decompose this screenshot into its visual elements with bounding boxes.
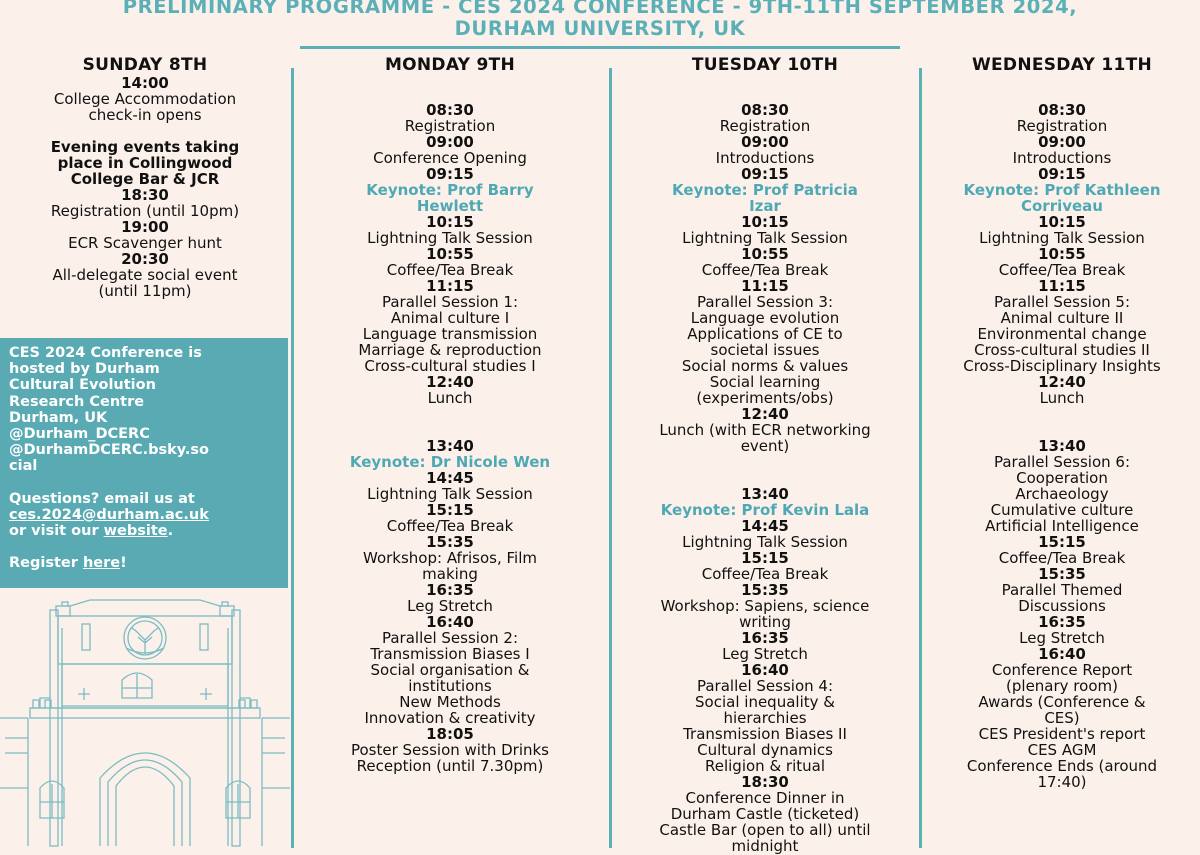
session-time: 20:30 [121, 250, 169, 268]
session-time: 12:40 [1038, 373, 1086, 391]
session-time: 09:15 [741, 165, 789, 183]
column-divider-2 [609, 68, 612, 848]
note-line: Evening events taking [50, 138, 240, 156]
event-line: Social inequality & [695, 693, 835, 711]
keynote-line: Keynote: Prof Kathleen [963, 181, 1161, 199]
event-line: Artificial Intelligence [985, 517, 1139, 535]
event-line: writing [739, 613, 791, 631]
day-heading-sunday: SUNDAY 8TH [82, 55, 208, 75]
event-line: Cross-Disciplinary Insights [963, 357, 1161, 375]
keynote-line: Hewlett [416, 197, 484, 215]
event-line: Registration [404, 117, 496, 135]
info-box [0, 338, 288, 588]
event-line: CES President's report [978, 725, 1146, 743]
event-line: Lunch [427, 389, 473, 407]
website-link[interactable]: website [103, 523, 168, 540]
event-line: Lightning Talk Session [682, 533, 848, 551]
event-line: Coffee/Tea Break [701, 261, 829, 279]
session-time: 16:40 [741, 661, 789, 679]
event-line: Parallel Session 5: [993, 293, 1131, 311]
wednesday-schedule [924, 86, 1200, 790]
session-time: 16:40 [426, 613, 474, 631]
register-link[interactable]: here [82, 555, 121, 572]
event-line: Language transmission [362, 325, 538, 343]
day-heading-wednesday: WEDNESDAY 11TH [971, 55, 1153, 75]
keynote-line: Keynote: Dr Nicole Wen [349, 453, 551, 471]
event-line: Coffee/Tea Break [386, 261, 514, 279]
session-time: 18:30 [741, 773, 789, 791]
tuesday-schedule [620, 86, 910, 854]
session-time: 16:40 [1038, 645, 1086, 663]
event-line: CES AGM [1027, 741, 1097, 759]
keynote-line: Keynote: Prof Kevin Lala [660, 501, 870, 519]
spacer [620, 454, 910, 486]
session-time: 19:00 [121, 218, 169, 236]
monday-column [305, 55, 595, 774]
keynote-line: Izar [749, 197, 781, 215]
event-line: Lunch (with ECR networking [659, 421, 871, 439]
website-suffix: . [167, 523, 174, 540]
session-time: 15:15 [426, 501, 474, 519]
event-line: Language evolution [690, 309, 840, 327]
event-line: Conference Opening [373, 149, 527, 167]
event-line: Applications of CE to [687, 325, 843, 343]
event-line: Cross-cultural studies I [364, 357, 536, 375]
sunday-column [0, 55, 290, 299]
day-heading-tuesday: TUESDAY 10TH [691, 55, 839, 75]
session-time: 15:35 [741, 581, 789, 599]
event-line: Lunch [1039, 389, 1085, 407]
session-time: 10:15 [426, 213, 474, 231]
event-line: Cultural dynamics [697, 741, 833, 759]
day-heading-monday: MONDAY 9TH [384, 55, 516, 75]
event-line: Cooperation [1016, 469, 1108, 487]
spacer [305, 86, 595, 102]
event-line: hierarchies [723, 709, 807, 727]
event-line: Conference Dinner in [685, 789, 845, 807]
session-time: 14:45 [426, 469, 474, 487]
session-time: 14:00 [121, 74, 169, 92]
session-time: 15:15 [741, 549, 789, 567]
session-time: 15:35 [426, 533, 474, 551]
event-line: Leg Stretch [722, 645, 808, 663]
event-line: Transmission Biases II [683, 725, 847, 743]
session-time: 09:00 [1038, 133, 1086, 151]
session-time: 08:30 [741, 101, 789, 119]
info-line: CES 2024 Conference is [9, 345, 202, 361]
event-line: (plenary room) [1006, 677, 1118, 695]
session-time: 08:30 [426, 101, 474, 119]
session-time: 18:30 [121, 186, 169, 204]
session-time: 10:55 [1038, 245, 1086, 263]
event-line: Parallel Session 6: [993, 453, 1131, 471]
spacer [924, 86, 1200, 102]
event-line: Registration (until 10pm) [50, 202, 240, 220]
event-line: Environmental change [977, 325, 1147, 343]
event-line: Social norms & values [681, 357, 849, 375]
event-line: Archaeology [1015, 485, 1109, 503]
durham-building-illustration [0, 588, 290, 848]
sunday-schedule [0, 75, 290, 299]
event-line: Lightning Talk Session [367, 229, 533, 247]
column-divider-3 [919, 68, 922, 848]
session-time: 09:15 [1038, 165, 1086, 183]
register-suffix: ! [120, 555, 127, 572]
keynote-line: Keynote: Prof Patricia [672, 181, 858, 199]
event-line: Workshop: Sapiens, science [660, 597, 870, 615]
event-line: Transmission Biases I [370, 645, 530, 663]
info-line: hosted by Durham [9, 361, 160, 378]
event-line: All-delegate social event [52, 266, 238, 284]
event-line: Animal culture I [390, 309, 510, 327]
session-time: 18:05 [426, 725, 474, 743]
event-line: College Accommodation [53, 90, 237, 108]
session-time: 11:15 [426, 277, 474, 295]
event-line: societal issues [710, 341, 820, 359]
event-line: Discussions [1018, 597, 1106, 615]
event-line: Parallel Session 3: [696, 293, 834, 311]
session-time: 10:15 [1038, 213, 1086, 231]
event-line: Introductions [1012, 149, 1112, 167]
session-time: 09:15 [426, 165, 474, 183]
keynote-line: Corriveau [1020, 197, 1103, 215]
title-line-1: PRELIMINARY PROGRAMME - CES 2024 CONFERENCE - 9TH-11TH SEPTEMBER 2024, [122, 0, 1078, 18]
spacer [0, 123, 290, 139]
event-line: Cross-cultural studies II [974, 341, 1150, 359]
event-line: Parallel Themed [1001, 581, 1123, 599]
spacer [924, 406, 1200, 438]
session-time: 13:40 [1038, 437, 1086, 455]
event-line: (until 11pm) [98, 282, 192, 300]
event-line: Durham Castle (ticketed) [670, 805, 860, 823]
wednesday-column [924, 55, 1200, 790]
event-line: Parallel Session 4: [696, 677, 834, 695]
session-time: 12:40 [426, 373, 474, 391]
page-title [0, 0, 1200, 40]
session-time: 10:55 [426, 245, 474, 263]
event-line: Marriage & reproduction [358, 341, 542, 359]
event-line: Registration [719, 117, 811, 135]
spacer [620, 86, 910, 102]
event-line: CES) [1044, 709, 1080, 727]
session-time: 11:15 [1038, 277, 1086, 295]
event-line: Lightning Talk Session [682, 229, 848, 247]
questions-line: Questions? email us at [9, 490, 195, 507]
event-line: Animal culture II [1000, 309, 1124, 327]
session-time: 11:15 [741, 277, 789, 295]
session-time: 08:30 [1038, 101, 1086, 119]
event-line: Innovation & creativity [364, 709, 536, 727]
event-line: 17:40) [1037, 773, 1087, 791]
event-line: Workshop: Afrisos, Film [363, 549, 537, 567]
event-line: event) [740, 437, 790, 455]
note-line: place in Collingwood [57, 154, 233, 172]
twitter-handle: @Durham_DCERC [9, 426, 150, 443]
spacer [305, 406, 595, 438]
event-line: institutions [408, 677, 492, 695]
event-line: Coffee/Tea Break [998, 549, 1126, 567]
session-time: 16:35 [1038, 613, 1086, 631]
email-link[interactable]: ces.2024@durham.ac.uk [9, 506, 209, 523]
note-line: College Bar & JCR [70, 170, 220, 188]
event-line: Conference Ends (around [966, 757, 1158, 775]
session-time: 09:00 [741, 133, 789, 151]
tuesday-column [620, 55, 910, 854]
event-line: check-in opens [88, 106, 202, 124]
event-line: Conference Report [991, 661, 1133, 679]
session-time: 16:35 [426, 581, 474, 599]
event-line: Castle Bar (open to all) until [659, 821, 871, 839]
event-line: ECR Scavenger hunt [68, 234, 222, 252]
session-time: 16:35 [741, 629, 789, 647]
event-line: Lightning Talk Session [979, 229, 1145, 247]
event-line: Registration [1016, 117, 1108, 135]
bluesky-handle: @DurhamDCERC.bsky.so [9, 442, 209, 459]
event-line: Coffee/Tea Break [701, 565, 829, 583]
event-line: Parallel Session 2: [381, 629, 519, 647]
info-line: Durham, UK [9, 409, 108, 426]
title-line-2: DURHAM UNIVERSITY, UK [454, 17, 746, 40]
info-line: Research Centre [9, 393, 145, 410]
info-line: Cultural Evolution [9, 377, 156, 394]
event-line: Cumulative culture [990, 501, 1134, 519]
event-line: Introductions [715, 149, 815, 167]
event-line: Coffee/Tea Break [998, 261, 1126, 279]
register-prefix: Register [9, 555, 83, 572]
event-line: Social organisation & [370, 661, 530, 679]
session-time: 10:55 [741, 245, 789, 263]
event-line: Leg Stretch [1019, 629, 1105, 647]
event-line: midnight [731, 837, 799, 855]
monday-schedule [305, 86, 595, 774]
session-time: 09:00 [426, 133, 474, 151]
event-line: Religion & ritual [705, 757, 825, 775]
keynote-line: Keynote: Prof Barry [366, 181, 534, 199]
title-divider [300, 46, 900, 49]
event-line: Parallel Session 1: [381, 293, 519, 311]
event-line: New Methods [399, 693, 501, 711]
column-divider-1 [291, 68, 294, 848]
session-time: 13:40 [426, 437, 474, 455]
event-line: Coffee/Tea Break [386, 517, 514, 535]
session-time: 13:40 [741, 485, 789, 503]
event-line: Social learning [709, 373, 821, 391]
event-line: Awards (Conference & [978, 693, 1146, 711]
bluesky-handle-cont: cial [9, 458, 38, 475]
event-line: Leg Stretch [407, 597, 493, 615]
session-time: 14:45 [741, 517, 789, 535]
event-line: Reception (until 7.30pm) [356, 757, 544, 775]
event-line: Poster Session with Drinks [350, 741, 550, 759]
event-line: Lightning Talk Session [367, 485, 533, 503]
event-line: making [422, 565, 478, 583]
session-time: 15:35 [1038, 565, 1086, 583]
session-time: 10:15 [741, 213, 789, 231]
website-prefix: or visit our [9, 523, 104, 540]
session-time: 15:15 [1038, 533, 1086, 551]
session-time: 12:40 [741, 405, 789, 423]
event-line: (experiments/obs) [696, 389, 834, 407]
